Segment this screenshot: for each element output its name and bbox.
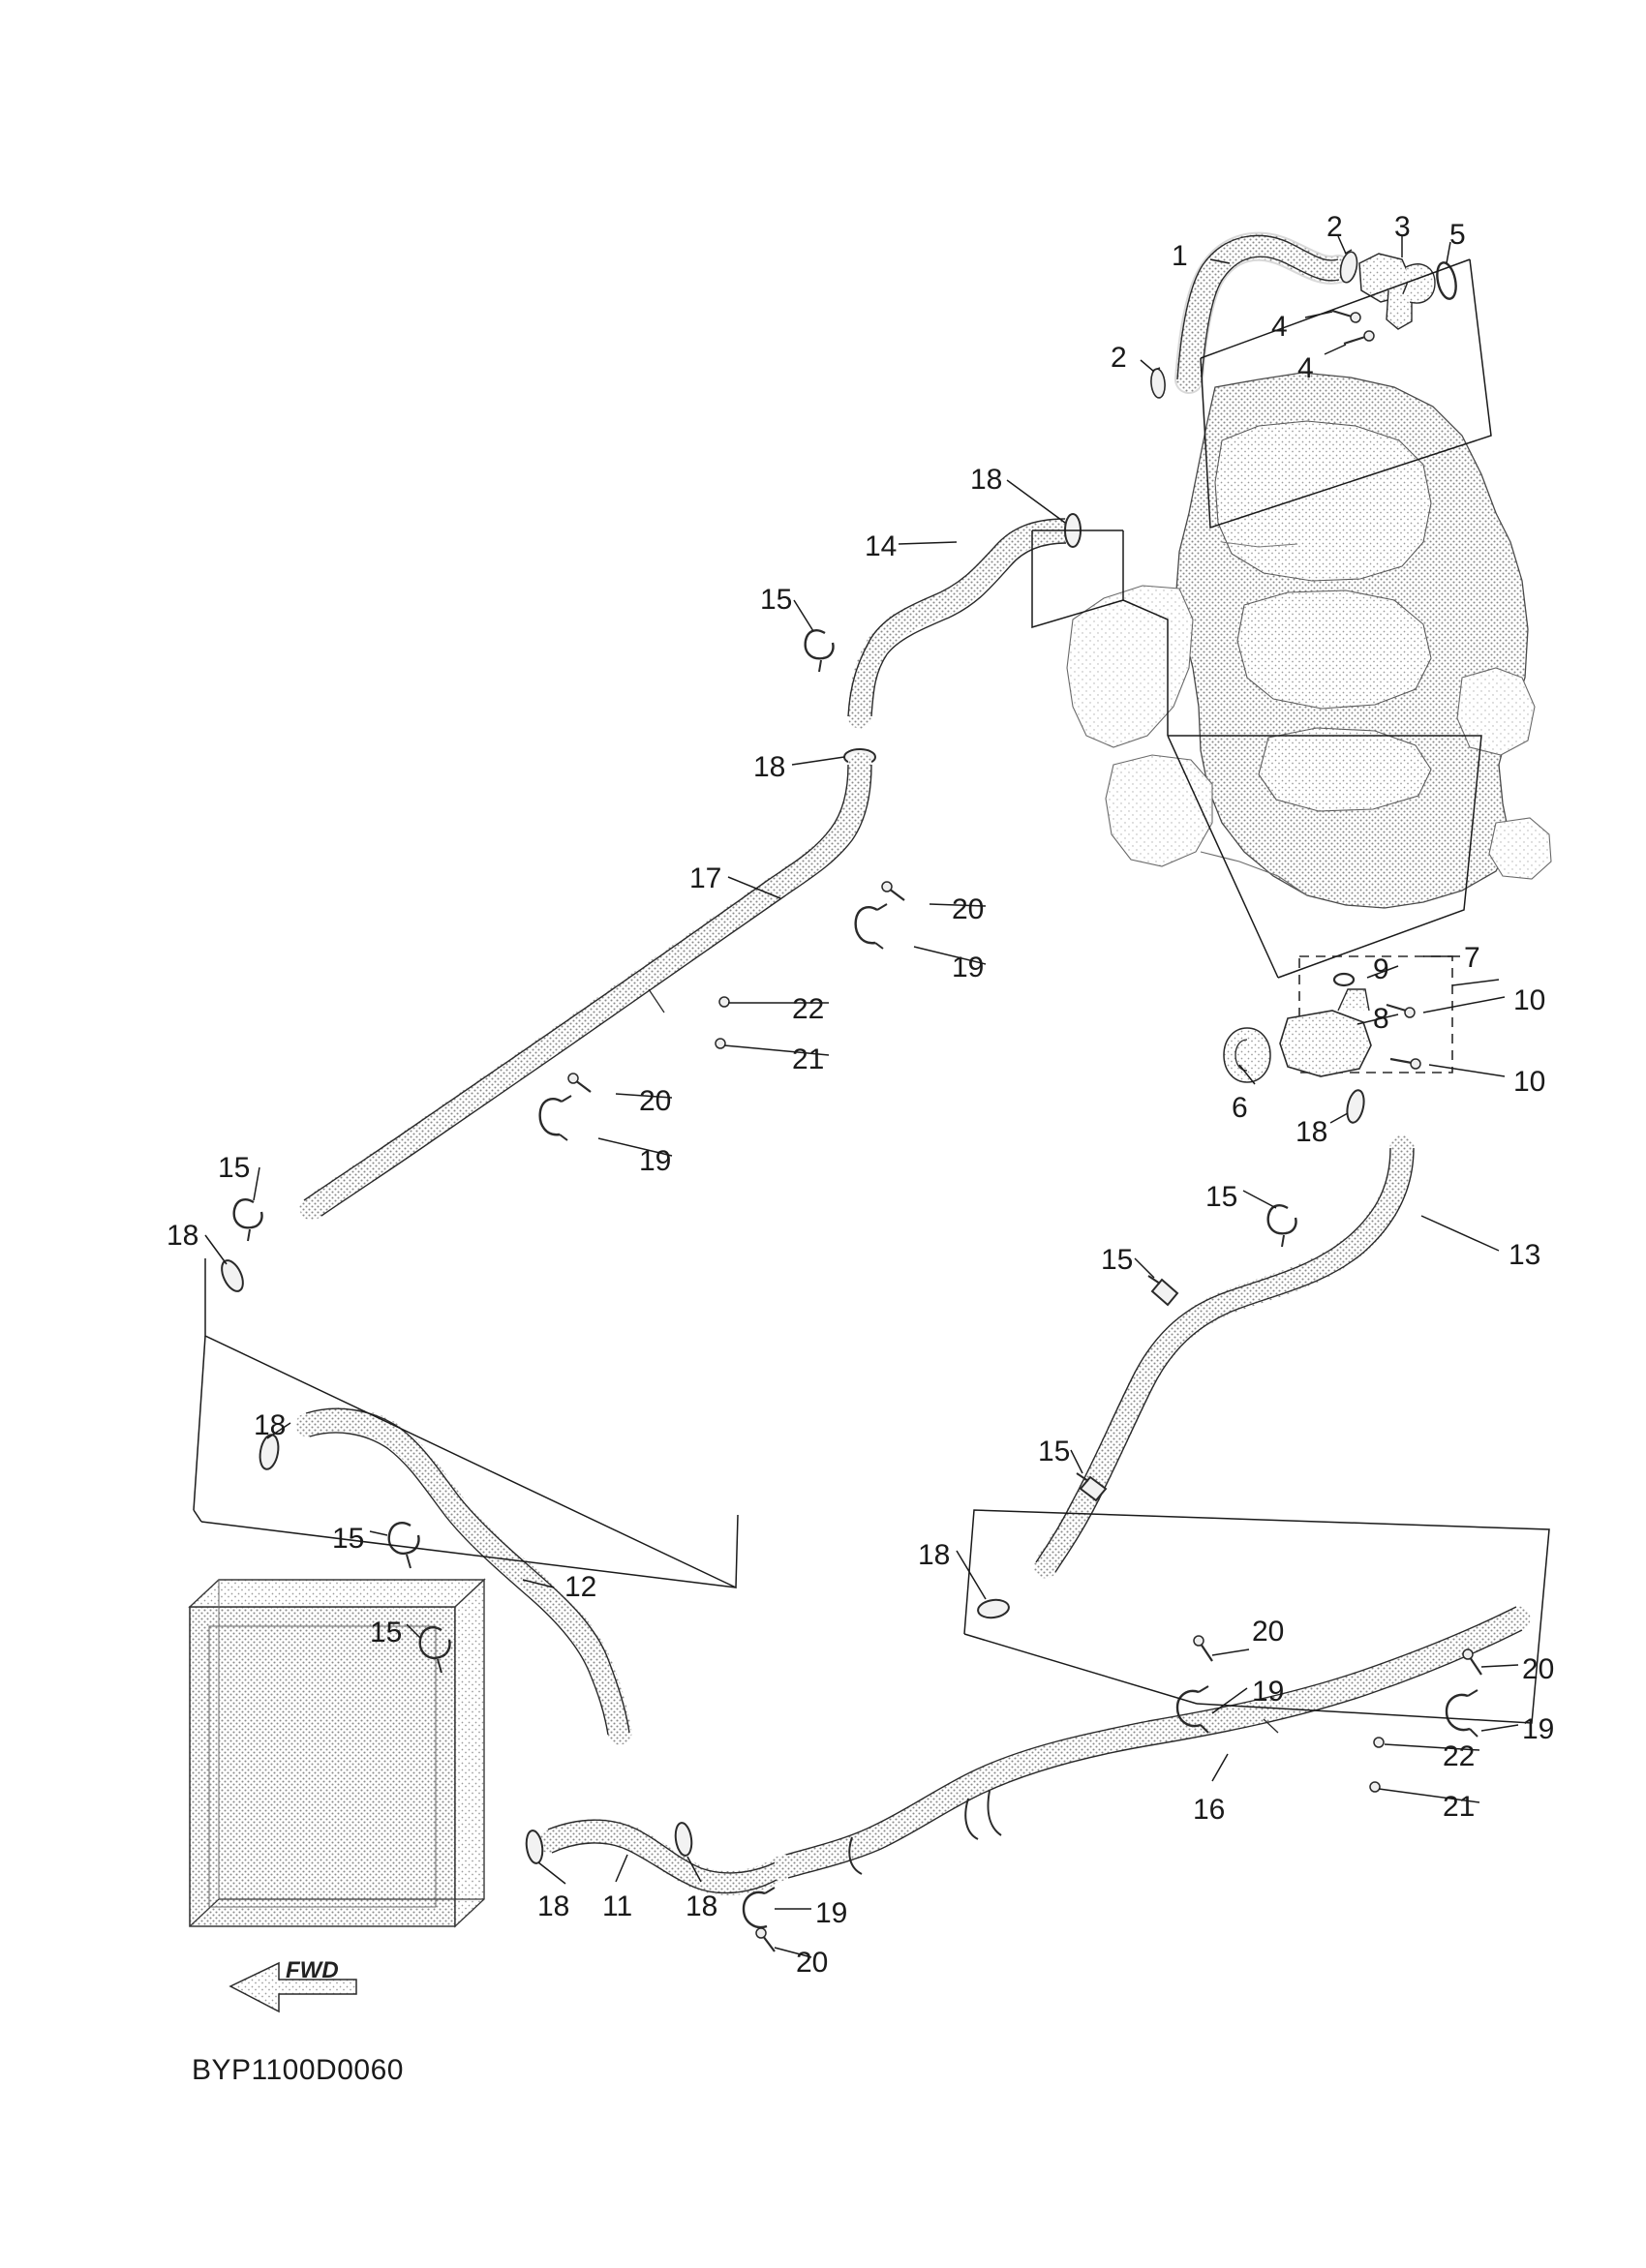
callout-number-19: 19 [815, 1897, 848, 1929]
hose-part-11 [548, 1820, 786, 1892]
callout-number-21: 21 [1443, 1791, 1476, 1823]
radiator-illustration [190, 1580, 484, 1926]
clamp-part-15-hose14 [806, 630, 834, 672]
callout-number-18: 18 [254, 1409, 287, 1441]
callout-number-2: 2 [1326, 211, 1343, 243]
callout-number-20: 20 [796, 1947, 829, 1979]
callout-number-19: 19 [1252, 1676, 1285, 1708]
callout-number-2: 2 [1111, 342, 1127, 374]
clamp-part-15-hose13-mid [1148, 1276, 1177, 1305]
bolt-part-20-pipe16-right [1463, 1649, 1481, 1675]
callout-number-18: 18 [1295, 1116, 1328, 1148]
callout-number-18: 18 [970, 464, 1003, 496]
clamp-part-2-upper [1338, 250, 1359, 284]
callout-number-6: 6 [1232, 1092, 1248, 1124]
callout-number-7: 7 [1464, 942, 1480, 974]
bolt-part-20-hose11 [756, 1928, 775, 1951]
hose-part-17 [304, 765, 871, 1216]
callout-number-4: 4 [1297, 352, 1314, 384]
callout-number-14: 14 [865, 530, 898, 562]
callout-number-18: 18 [918, 1539, 951, 1571]
clamp-part-15-hose13-top [1268, 1205, 1296, 1247]
thermostat-assembly-group [1224, 953, 1452, 1082]
engine-assembly-illustration [1067, 373, 1551, 908]
clip-part-21-pipe16 [1370, 1782, 1380, 1792]
callout-number-20: 20 [1522, 1653, 1555, 1685]
callout-number-15: 15 [1038, 1436, 1071, 1467]
clip-part-21 [716, 1039, 725, 1048]
callout-number-15: 15 [218, 1152, 251, 1184]
callout-number-18: 18 [537, 1890, 570, 1922]
clip-part-22-pipe16 [1374, 1738, 1384, 1747]
hose-part-1 [1177, 235, 1339, 380]
clamp-part-15-hose17 [234, 1199, 262, 1241]
callout-number-20: 20 [639, 1085, 672, 1117]
fwd-direction-label: FWD [286, 1957, 339, 1983]
callout-number-18: 18 [167, 1220, 199, 1252]
callout-number-21: 21 [792, 1043, 825, 1075]
callout-number-10: 10 [1513, 1066, 1546, 1098]
callout-number-17: 17 [689, 862, 722, 894]
callout-number-5: 5 [1449, 219, 1466, 251]
bolt-part-20-pipe16-left [1194, 1636, 1212, 1661]
clamp-part-18-hose13-bottom [977, 1598, 1010, 1619]
callout-number-19: 19 [952, 952, 985, 983]
callout-number-22: 22 [1443, 1740, 1476, 1772]
callout-number-12: 12 [564, 1571, 597, 1603]
clamp-part-18-hose17 [218, 1257, 248, 1294]
bolt-part-4-b [1344, 331, 1374, 344]
callout-number-16: 16 [1193, 1794, 1226, 1826]
bracket-part-19-pipe16-right [1447, 1690, 1478, 1737]
clamp-part-2-lower [1150, 368, 1167, 399]
bracket-part-19-mid [540, 1096, 571, 1140]
callout-number-18: 18 [753, 751, 786, 783]
drawing-code-label: BYP1100D0060 [192, 2054, 404, 2086]
bracket-part-19-hose11 [744, 1888, 775, 1927]
callout-number-15: 15 [370, 1617, 403, 1648]
callout-number-3: 3 [1394, 211, 1411, 243]
callout-number-15: 15 [332, 1523, 365, 1555]
callout-number-13: 13 [1509, 1239, 1541, 1271]
callout-number-15: 15 [1101, 1244, 1134, 1276]
clip-part-22 [719, 997, 729, 1007]
callout-number-19: 19 [1522, 1713, 1555, 1745]
callout-number-19: 19 [639, 1145, 672, 1177]
pipe-part-16 [786, 1607, 1522, 1878]
callout-number-9: 9 [1373, 953, 1389, 985]
o-ring-part-5 [1434, 261, 1459, 301]
bolt-part-20-upper [882, 882, 904, 900]
callout-number-11: 11 [602, 1890, 633, 1922]
clamp-part-18-hose11-right [674, 1822, 694, 1857]
callout-number-18: 18 [686, 1890, 718, 1922]
callout-number-20: 20 [1252, 1616, 1285, 1648]
callout-number-22: 22 [792, 993, 825, 1025]
clamp-part-18-thermostat [1345, 1089, 1367, 1125]
callout-number-15: 15 [760, 584, 793, 616]
water-joint-part-3 [1359, 254, 1435, 329]
bolt-part-4-a [1332, 311, 1360, 322]
callout-number-4: 4 [1271, 311, 1288, 343]
callout-number-10: 10 [1513, 984, 1546, 1016]
bracket-part-19-upper [856, 904, 887, 949]
callout-number-8: 8 [1373, 1003, 1389, 1035]
callout-number-1: 1 [1172, 240, 1188, 272]
bolt-part-20-mid [568, 1074, 591, 1092]
callout-number-15: 15 [1205, 1181, 1238, 1213]
callout-number-20: 20 [952, 893, 985, 925]
